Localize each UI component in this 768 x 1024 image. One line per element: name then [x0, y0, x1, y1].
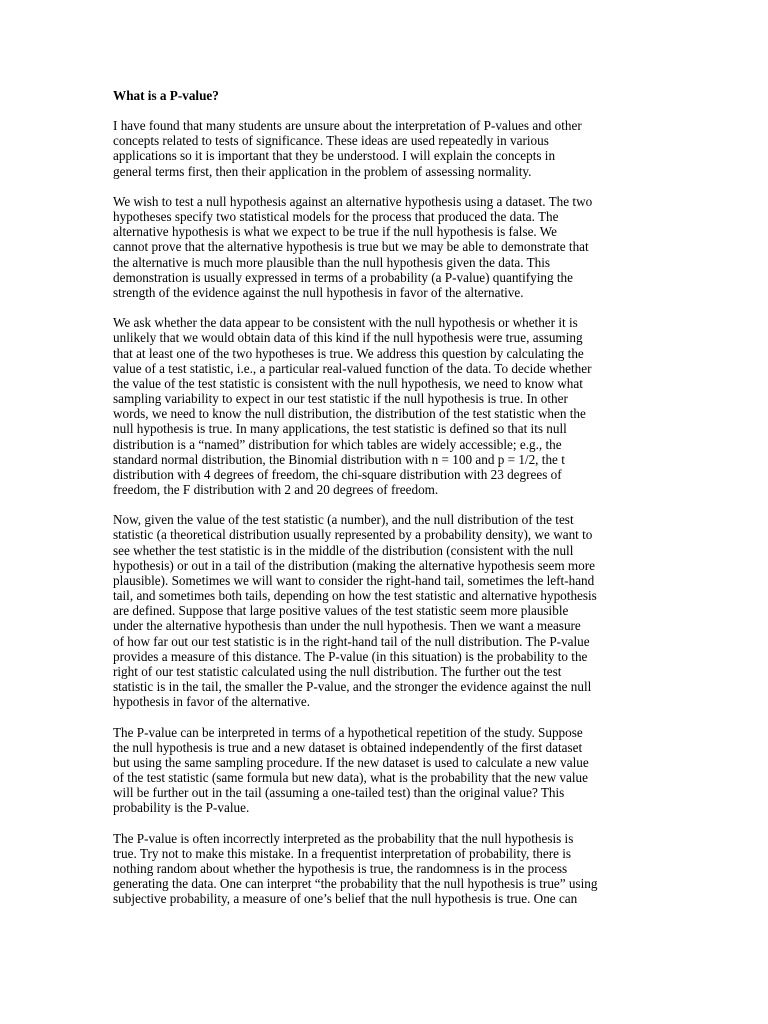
text-line: probability is the P-value. [113, 800, 250, 816]
text-line: tail, and sometimes both tails, depending on how the test statistic and alternative hypothesis [113, 588, 597, 604]
text-line: will be further out in the tail (assuming a one-tailed test) than the original value? This [113, 785, 565, 801]
text-line: see whether the test statistic is in the middle of the distribution (consistent with the null [113, 542, 574, 558]
text-line: applications so it is important that they be understood. I will explain the concepts in [113, 148, 556, 164]
paragraph-repetition [113, 725, 661, 816]
text-line: words, we need to know the null distribution, the distribution of the test statistic when the [113, 406, 586, 422]
text-line: but using the same sampling procedure. If the new dataset is used to calculate a new value [113, 754, 589, 770]
text-line: sampling variability to expect in our test statistic if the null hypothesis is true. In other [113, 391, 568, 407]
text-line: distribution with 4 degrees of freedom, the chi-square distribution with 23 degrees of [113, 466, 562, 482]
text-line: strength of the evidence against the null hypothesis in favor of the alternative. [113, 284, 524, 300]
text-line: the alternative is much more plausible than the null hypothesis given the data. This [113, 254, 551, 270]
text-line: We wish to test a null hypothesis against an alternative hypothesis using a dataset. The two [113, 193, 593, 209]
text-line: statistic (a theoretical distribution usually represented by a probability density), we want to [113, 527, 593, 543]
text-line: null hypothesis is true. In many applications, the test statistic is defined so that its null [113, 421, 567, 437]
text-line: subjective probability, a measure of one’s belief that the null hypothesis is true. One can [113, 891, 578, 907]
text-line: cannot prove that the alternative hypothesis is true but we may be able to demonstrate that [113, 239, 589, 255]
text-line: hypothesis in favor of the alternative. [113, 694, 311, 710]
text-line: We ask whether the data appear to be consistent with the null hypothesis or whether it is [113, 315, 578, 331]
document-body [113, 88, 661, 922]
text-line: that at least one of the two hypotheses is true. We address this question by calculating the [113, 345, 584, 361]
text-line: right of our test statistic calculated using the null distribution. The further out the test [113, 663, 562, 679]
text-line: under the alternative hypothesis than under the null hypothesis. Then we want a measure [113, 618, 581, 634]
text-line: The P-value can be interpreted in terms of a hypothetical repetition of the study. Suppose [113, 724, 583, 740]
text-line: freedom, the F distribution with 2 and 20 degrees of freedom. [113, 481, 439, 497]
text-line: standard normal distribution, the Binomial distribution with n = 100 and p = 1/2, the t [113, 451, 565, 467]
text-line: the null hypothesis is true and a new dataset is obtained independently of the first dataset [113, 739, 583, 755]
text-line: generating the data. One can interpret “the probability that the null hypothesis is true” using [113, 876, 598, 892]
text-line: hypotheses specify two statistical models for the process that produced the data. The [113, 209, 559, 225]
text-line: demonstration is usually expressed in terms of a probability (a P-value) quantifying the [113, 269, 573, 285]
text-line: I have found that many students are unsure about the interpretation of P-values and other [113, 118, 582, 134]
paragraph-hypotheses [113, 194, 661, 300]
text-line: The P-value is often incorrectly interpreted as the probability that the null hypothesis is [113, 830, 574, 846]
text-line: of the test statistic (same formula but new data), what is the probability that the new value [113, 770, 588, 785]
text-line: true. Try not to make this mistake. In a frequentist interpretation of probability, there is [113, 845, 572, 861]
text-line: unlikely that we would obtain data of this kind if the null hypothesis were true, assuming [113, 330, 583, 346]
text-line: provides a measure of this distance. The P-value (in this situation) is the probability to the [113, 648, 588, 664]
paragraph-misinterpretation [113, 831, 661, 907]
text-line: value of a test statistic, i.e., a particular real-valued function of the data. To decide whether [113, 360, 592, 376]
text-line: nothing random about whether the hypothesis is true, the randomness is in the process [113, 860, 568, 876]
text-line: the value of the test statistic is consistent with the null hypothesis, we need to know what [113, 375, 583, 391]
paragraph-tails [113, 512, 661, 709]
text-line: alternative hypothesis is what we expect to be true if the null hypothesis is false. We [113, 224, 558, 240]
text-line: statistic is in the tail, the smaller the P-value, and the stronger the evidence against the null [113, 679, 592, 695]
page-title: What is a P-value? [113, 88, 219, 103]
text-line: of how far out our test statistic is in the right-hand tail of the null distribution. The P-value [113, 633, 590, 649]
text-line: hypothesis) or out in a tail of the distribution (making the alternative hypothesis seem more [113, 557, 595, 573]
text-line: general terms first, then their application in the problem of assessing normality. [113, 163, 532, 179]
text-line: plausible). Sometimes we will want to consider the right-hand tail, sometimes the left-hand [113, 572, 595, 588]
paragraph-test-statistic [113, 315, 661, 497]
text-line: Now, given the value of the test statistic (a number), and the null distribution of the test [113, 512, 574, 528]
text-line: distribution is a “named” distribution for which tables are widely accessible; e.g., the [113, 436, 562, 452]
paragraph-intro [113, 118, 661, 179]
text-line: concepts related to tests of significance. These ideas are used repeatedly in various [113, 133, 549, 149]
text-line: are defined. Suppose that large positive values of the test statistic seem more plausible [113, 603, 569, 619]
